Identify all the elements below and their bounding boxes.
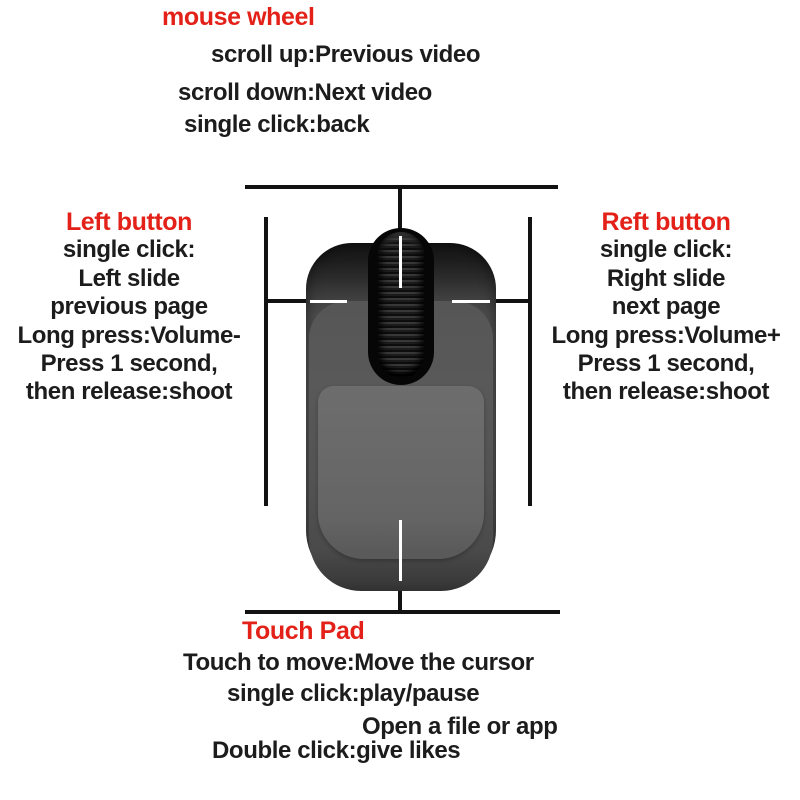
right-button-title: Reft button — [601, 208, 731, 236]
left-button-line: previous page — [50, 293, 208, 321]
callout-right-pointer-line — [490, 299, 532, 303]
callout-left-pointer-line-overlay — [310, 300, 347, 303]
right-button-annotation — [538, 208, 794, 407]
left-button-line: Press 1 second, — [40, 350, 218, 378]
left-button-line: Left slide — [78, 264, 180, 292]
callout-touchpad-pointer-line-overlay — [399, 520, 402, 581]
left-button-annotation — [0, 208, 258, 407]
left-button-line: single click: — [62, 236, 196, 264]
callout-right-vertical-line — [528, 217, 532, 506]
callout-left-pointer-line — [264, 299, 310, 303]
right-button-line: Press 1 second, — [577, 350, 755, 378]
left-button-line: Long press:Volume- — [17, 321, 241, 349]
right-button-line: Right slide — [606, 264, 726, 292]
right-button-line: next page — [611, 293, 721, 321]
touch-pad-line-single-click: single click:play/pause — [227, 680, 480, 707]
touch-pad-line-touch-to-move: Touch to move:Move the cursor — [183, 649, 534, 676]
left-button-title: Left button — [65, 208, 193, 236]
right-button-line: single click: — [599, 236, 733, 264]
mouse-wheel-line-scroll-up: scroll up:Previous video — [211, 41, 481, 68]
touch-pad-line-double-click: Double click:give likes — [212, 737, 461, 764]
right-button-line: Long press:Volume+ — [551, 321, 781, 349]
mouse-wheel-title: mouse wheel — [162, 3, 315, 31]
touch-pad-title: Touch Pad — [242, 617, 365, 645]
callout-bottom-horizontal-line — [245, 610, 560, 614]
callout-right-pointer-line-overlay — [452, 300, 490, 303]
mouse-wheel-line-single-click: single click:back — [184, 111, 370, 138]
callout-left-vertical-line — [264, 217, 268, 506]
left-button-line: then release:shoot — [25, 378, 233, 406]
mouse-wheel-line-scroll-down: scroll down:Next video — [178, 79, 432, 106]
touch-pad-line-open-file: Open a file or app — [362, 713, 558, 740]
right-button-line: then release:shoot — [562, 378, 770, 406]
callout-wheel-pointer-line-overlay — [399, 236, 402, 288]
